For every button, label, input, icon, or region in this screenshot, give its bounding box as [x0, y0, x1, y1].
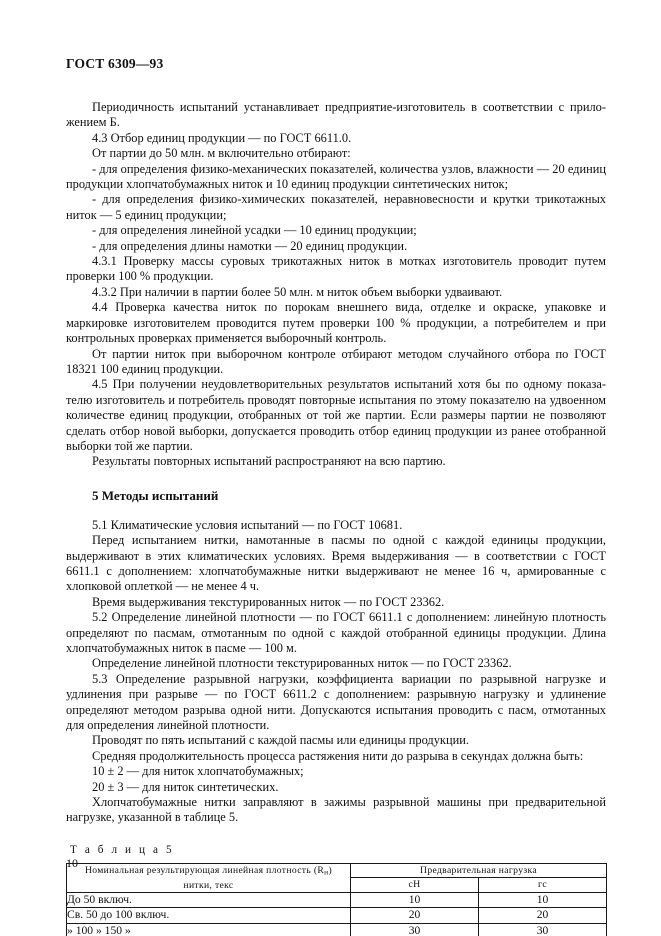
table-body [67, 892, 607, 936]
table-row [67, 892, 607, 908]
cell-preload-gs: 10 [479, 892, 607, 908]
cell-density-range: » 100 » 150 » [67, 923, 351, 936]
paragraph: 4.3.1 Проверку массы суровых трикотажных ниток в мотках изготовитель проводит путем проверки 100 % продукции. [66, 254, 606, 284]
paragraph: 4.5 При получении неудовлетворительных результатов испытаний хотя бы по одному показателю изготовитель и потребитель проводят повторные испытания по этому показателю на удвоенном количестве единиц продукции, отобранных от той же партии. Если размеры партии не позволяют сделать отбор новой выборки, допускается проводить отбор единиц продукции из ранее отобранной выборки той же партии. [66, 377, 606, 453]
paragraph: 4.4 Проверка качества ниток по порокам внешнего вида, отделке и окраске, упаковке и маркировке изготовителем проводится путем проверки 100 % продукции, а потребителем и при контрольных проверках применяется выборочный контроль. [66, 300, 606, 346]
section-heading: 5 Методы испытаний [92, 487, 219, 503]
cell-preload-cn: 10 [351, 892, 479, 908]
paragraph: 10 ± 2 — для ниток хлопчатобумажных; [92, 764, 304, 779]
header-label-line2: нитки, текс [183, 879, 234, 891]
cell-density-range: До 50 включ. [67, 892, 351, 908]
paragraph: 5.1 Климатические условия испытаний — по ГОСТ 10681. [92, 517, 403, 532]
paragraph: Время выдерживания текстурированных ниток — по ГОСТ 23362. [92, 594, 445, 609]
page-content [66, 56, 606, 936]
paragraph: 5.2 Определение линейной плотности — по ГОСТ 6611.1 с дополнением: линейную плотность определяют по пасмам, отмотанным по одной с каждой отобранной единицы продукции. Длина хлопчатобумажных ниток в пасме — 100 м. [66, 610, 606, 655]
header-label-line1: Номинальная результирующая линейная плотность (R [84, 864, 325, 876]
paragraph: Хлопчатобумажные нитки заправляют в зажимы разрывной машины при предварительной нагрузке, указанной в таблице 5. [66, 795, 606, 825]
table-row [67, 923, 607, 936]
paragraph: Средняя продолжительность процесса растяжения нити до разрыва в секундах должна быть: [92, 748, 584, 763]
cell-preload-gs: 30 [479, 923, 607, 936]
paragraph: Проводят по пять испытаний с каждой пасмы или единицы продукции. [92, 733, 469, 748]
paragraph: Периодичность испытаний устанавливает предприятие-изготовитель в соответствии с приложением Б. [66, 100, 606, 130]
paragraph: - для определения длины намотки — 20 единиц продукции. [92, 238, 408, 253]
running-header: ГОСТ 6309—93 [66, 56, 164, 71]
cell-preload-cn: 20 [351, 908, 479, 924]
paragraph: 4.3.2 При наличии в партии более 50 млн. м ниток объем выборки удваивают. [92, 284, 503, 299]
header-cell-unit-cn: сН [351, 878, 479, 892]
table-caption: Т а б л и ц а 5 [70, 843, 175, 856]
paragraph: От партии до 50 млн. м включительно отбирают: [92, 146, 351, 161]
header-cell-unit-gs: гс [479, 878, 607, 892]
paragraph: - для определения линейной усадки — 10 единиц продукции; [92, 223, 417, 238]
paragraph: Перед испытанием нитки, намотанные в пасмы по одной с каждой единицы продукции, выдерживают в этих климатических условиях. Время выдерживания — в соответствии с ГОСТ 6611.1 с дополнением: хлопчатобумажные нитки выдерживают не менее 16 ч, армированные с хлопковой оплеткой — не менее 4 ч. [66, 533, 606, 594]
paragraph: 20 ± 3 — для ниток синтетических. [92, 779, 279, 794]
table-header-row [67, 863, 607, 877]
paragraph: 5.3 Определение разрывной нагрузки, коэффициента вариации по разрывной нагрузке и удлинения при разрыве — по ГОСТ 6611.2 с дополнением: разрывную нагрузку и удлинение определяют методом разрыва одной нити. Допускаются испытания проводить с пасм, отмотанных для определения линейной плотности. [66, 671, 606, 733]
paragraph: - для определения физико-химических показателей, неравновесности и крутки трикотажных ниток — 5 единиц продукции; [66, 192, 606, 222]
header-label-line1-end: ) [328, 864, 333, 876]
header-cell-nominal-density [67, 863, 351, 892]
header-subscript: н [324, 867, 329, 877]
paragraph: - для определения физико-механических показателей, количества узлов, влажности — 20 единиц продукции хлопчатобумажных ниток и 10 единиц продукции синтетических ниток; [66, 161, 606, 192]
table-row [67, 908, 607, 924]
paragraph: Результаты повторных испытаний распространяют на всю партию. [92, 454, 446, 469]
cell-density-range: Св. 50 до 100 включ. [67, 908, 351, 924]
paragraph: От партии ниток при выборочном контроле отбирают методом случайного отбора по ГОСТ 18321 100 единиц продукции. [66, 346, 606, 376]
cell-preload-gs: 20 [479, 908, 607, 924]
preload-table [66, 863, 607, 936]
paragraph: Определение линейной плотности текстурированных ниток — по ГОСТ 23362. [92, 656, 512, 671]
header-cell-preload-group: Предварительная нагрузка [351, 863, 607, 877]
paragraph: 4.3 Отбор единиц продукции — по ГОСТ 6611.0. [92, 130, 352, 145]
page-folio: 10 [66, 856, 78, 870]
cell-preload-cn: 30 [351, 923, 479, 936]
table-header [67, 863, 607, 892]
